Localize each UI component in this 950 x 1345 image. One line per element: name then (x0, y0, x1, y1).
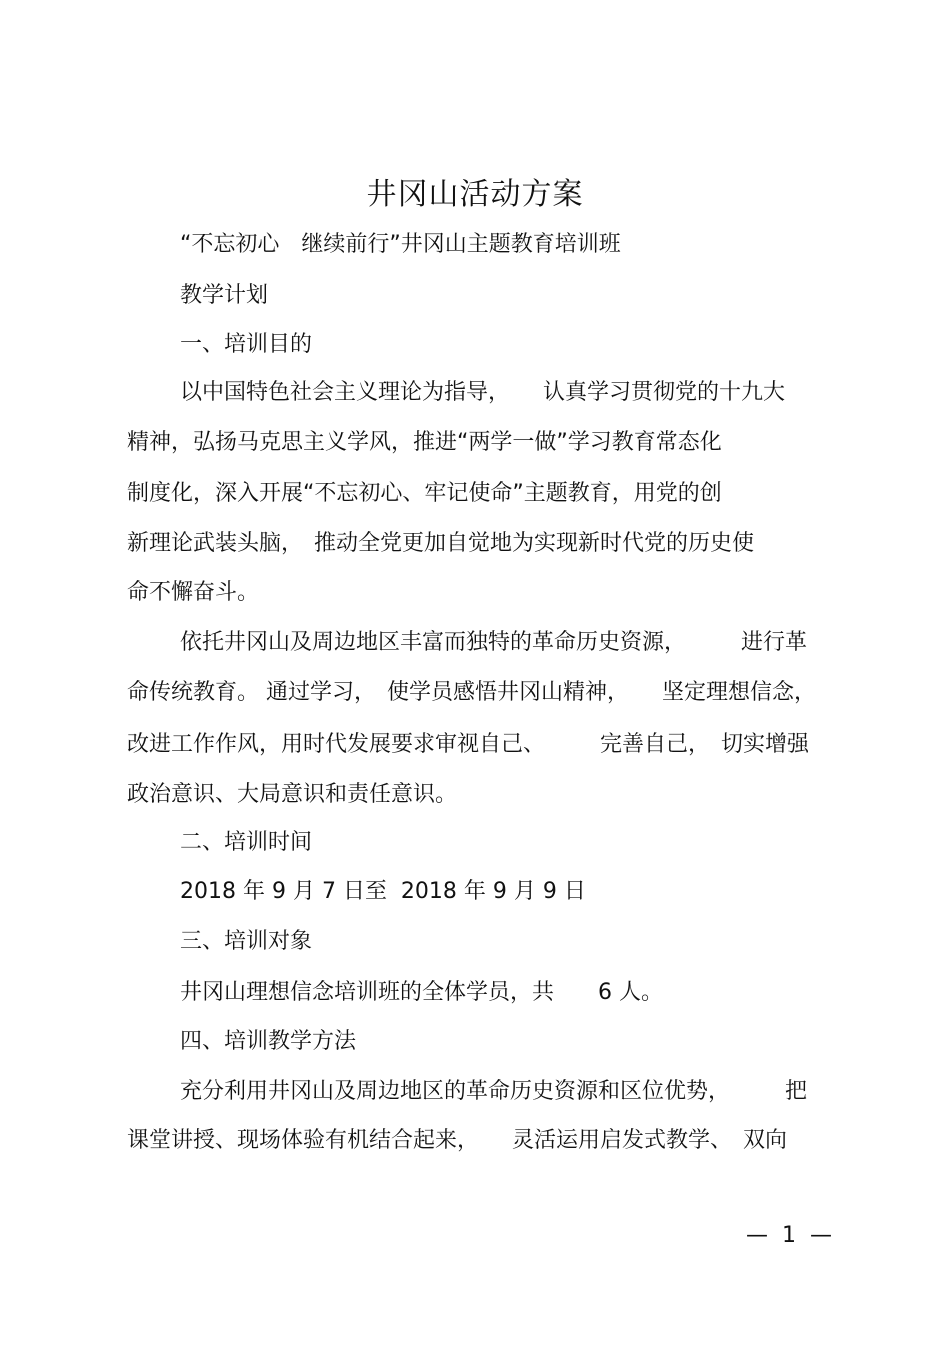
section-heading-purpose: 一、培训目的 (180, 332, 313, 357)
paragraph-line: 新理论武装头脑， 推动全党更加自觉地为实现新时代党的历史使 (127, 531, 755, 556)
plan-label: 教学计划 (180, 283, 269, 308)
document-subtitle: “不忘初心 继续前行”井冈山主题教育培训班 (180, 232, 621, 257)
page-number: — 1 — (746, 1223, 832, 1248)
paragraph-line: 制度化，深入开展“不忘初心、牢记使命”主题教育，用党的创 (127, 481, 722, 506)
paragraph-line: 课堂讲授、现场体验有机结合起来， 灵活运用启发式教学、 双向 (127, 1128, 788, 1153)
section-heading-time: 二、培训时间 (180, 830, 313, 855)
paragraph-line: 改进工作作风，用时代发展要求审视自己、 完善自己， 切实增强 (127, 732, 810, 757)
paragraph-line: 命传统教育。 通过学习， 使学员感悟井冈山精神， 坚定理想信念， (127, 680, 816, 705)
section-heading-method: 四、培训教学方法 (180, 1029, 357, 1054)
document-title: 井冈山活动方案 (366, 177, 584, 212)
paragraph-line: 精神，弘扬马克思主义学风，推进“两学一做”学习教育常态化 (127, 430, 722, 455)
training-dates: 2018 年 9 月 7 日至 2018 年 9 月 9 日 (180, 879, 586, 904)
paragraph-line: 充分利用井冈山及周边地区的革命历史资源和区位优势， 把 (180, 1079, 808, 1104)
paragraph-line: 政治意识、大局意识和责任意识。 (127, 782, 458, 807)
training-target: 井冈山理想信念培训班的全体学员，共 6 人。 (180, 980, 663, 1005)
paragraph-line: 依托井冈山及周边地区丰富而独特的革命历史资源， 进行革 (180, 630, 808, 655)
section-heading-target: 三、培训对象 (180, 929, 313, 954)
paragraph-line: 命不懈奋斗。 (127, 580, 260, 605)
paragraph-line: 以中国特色社会主义理论为指导， 认真学习贯彻党的十九大 (180, 380, 786, 405)
